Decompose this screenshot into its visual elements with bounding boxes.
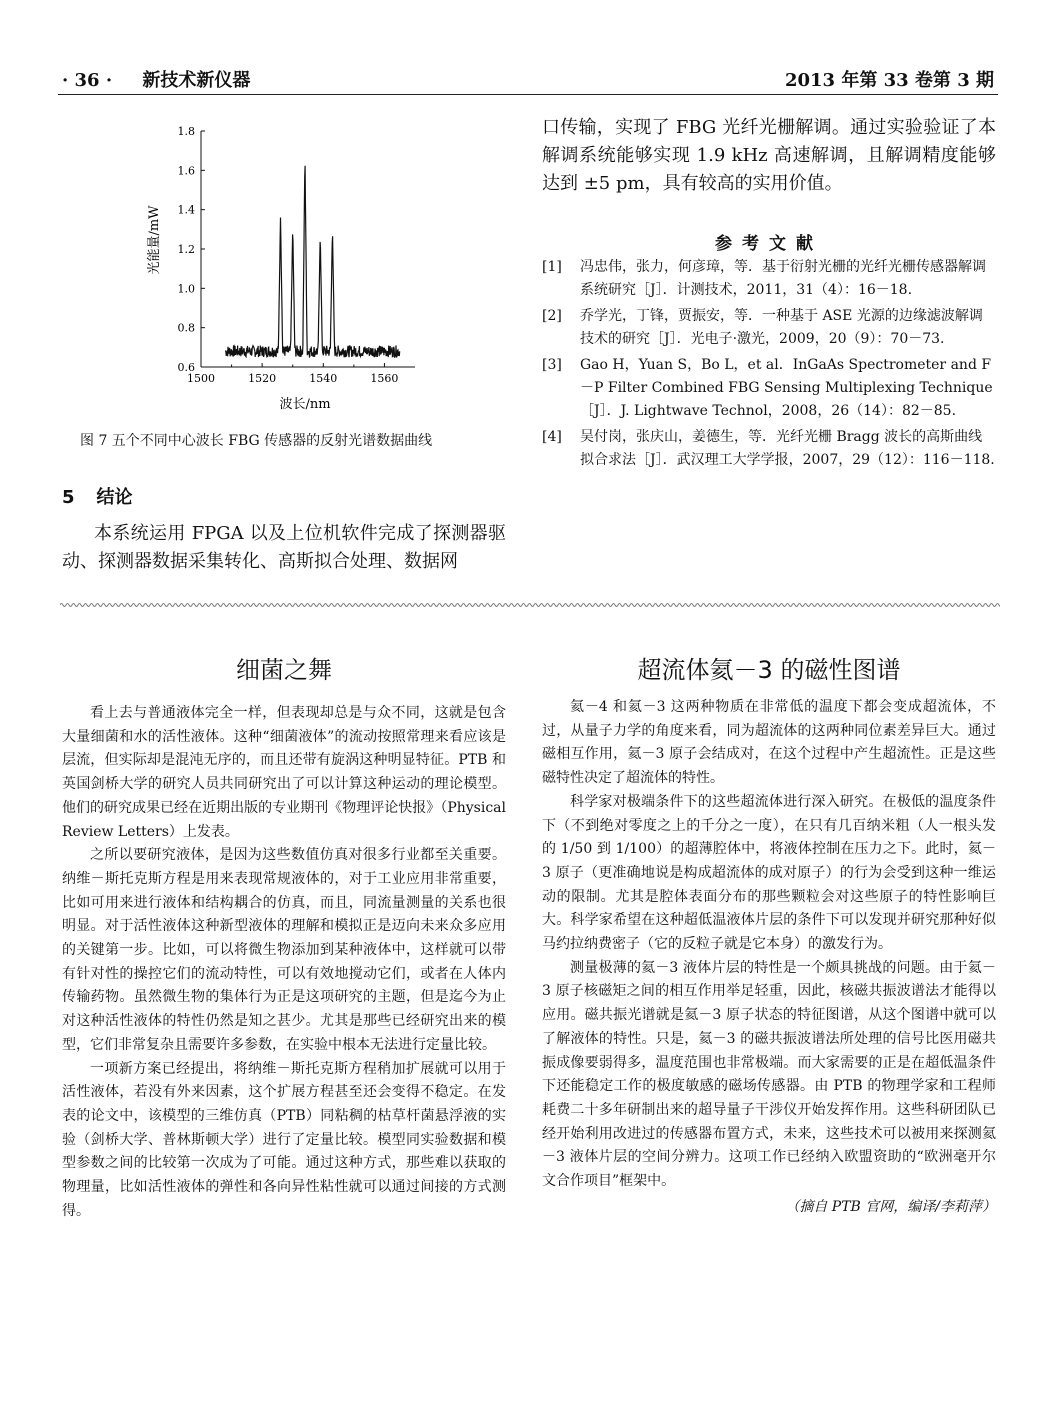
y-tick-label: 1.8 bbox=[177, 125, 195, 138]
reference-item bbox=[542, 256, 996, 302]
references-title: 参考文献 bbox=[715, 234, 823, 254]
y-tick-label: 1.6 bbox=[177, 164, 195, 178]
section-number: 5 bbox=[62, 487, 75, 508]
wavy-divider bbox=[60, 600, 1000, 610]
conclusion-text: 本系统运用 FPGA 以及上位机软件完成了探测器驱动、探测器数据采集转化、高斯拟合处理、数据网 bbox=[62, 523, 506, 572]
reference-text: 乔学光，丁锋，贾振安，等．一种基于 ASE 光源的边缘滤波解调技术的研究［J］．光电子·激光，2009，20（9）：70－73. bbox=[580, 308, 983, 347]
page-number: · 36 · bbox=[62, 70, 113, 91]
x-tick-label: 1520 bbox=[248, 372, 277, 385]
paragraph: 看上去与普通液体完全一样，但表现却总是与众不同，这就是包含大量细菌和水的活性液体。这种“细菌液体”的流动按照常理来看应该是层流，但实际却是混沌无序的，而且还带有旋涡这种明显特征。PTB 和英国剑桥大学的研究人员共同研究出了可以计算这种运动的理论模型。他们的研究成果已经在近期出版的专业期刊《物理评论快报》（Physical Review Letters）上发表。 bbox=[62, 705, 506, 840]
spectrum-line bbox=[226, 166, 400, 357]
paragraph: 氦－4 和氦－3 这两种物质在非常低的温度下都会变成超流体，不过，从量子力学的角度来看，同为超流体的这两种同位素差异巨大。通过磁相互作用，氦－3 原子会结成对，在这个过程中产生超流性。正是这些磁特性决定了超流体的特性。 bbox=[542, 699, 996, 787]
x-tick-label: 1560 bbox=[370, 372, 399, 385]
journal-name: 新技术新仪器 bbox=[142, 70, 251, 91]
section-heading bbox=[62, 483, 133, 509]
figure-caption: 图 7 五个不同中心波长 FBG 传感器的反射光谱数据曲线 bbox=[80, 433, 433, 449]
paragraph: 之所以要研究液体，是因为这些数值仿真对很多行业都至关重要。纳维－斯托克斯方程是用来表现常规液体的，对于工业应用非常重要，比如可用来进行液体和结构耦合的仿真，而且，同流量测量的关系也很明显。对于活性液体这种新型液体的理解和模拟正是迈向未来众多应用的关键第一步。比如，可以将微生物添加到某种液体中，这样就可以带有针对性的操控它们的流动特性，可以有效地搅动它们，或者在人体内传输药物。虽然微生物的集体行为正是这项研究的主题，但是迄今为止对这种活性液体的特性仍然是知之甚少。尤其是那些已经研究出来的模型，它们非常复杂且需要许多参数，在实验中根本无法进行定量比较。 bbox=[62, 847, 506, 1053]
section-title: 结论 bbox=[96, 487, 133, 508]
article-body-helium bbox=[542, 696, 996, 1219]
y-axis-label: 光能量/mW bbox=[147, 205, 162, 275]
y-tick-label: 0.8 bbox=[177, 321, 195, 335]
article-title-helium: 超流体氦－3 的磁性图谱 bbox=[637, 656, 901, 684]
reference-list bbox=[542, 256, 996, 475]
reference-item bbox=[542, 305, 996, 351]
reference-item bbox=[542, 426, 996, 472]
reference-index: [1] bbox=[542, 259, 562, 275]
article-title-bacteria: 细菌之舞 bbox=[236, 656, 332, 684]
x-tick-label: 1500 bbox=[187, 372, 215, 385]
issue-info: 2013 年第 33 卷第 3 期 bbox=[784, 70, 994, 91]
reference-item bbox=[542, 354, 996, 423]
reference-index: [2] bbox=[542, 308, 562, 324]
paragraph: 测量极薄的氦－3 液体片层的特性是一个颇具挑战的问题。由于氦－3 原子核磁矩之间的相互作用举足轻重，因此，核磁共振波谱法才能得以应用。磁共振光谱就是氦－3 原子状态的特征图谱，从这个图谱中就可以了解液体的特性。只是，氦－3 的磁共振波谱法所处理的信号比医用磁共振成像要弱得多，温度范围也非常极端。而大家需要的正是在超低温条件下还能稳定工作的极度敏感的磁场传感器。由 PTB 的物理学家和工程师耗费二十多年研制出来的超导量子干涉仪开始发挥作用。这些科研团队已经开始利用改进过的传感器布置方式，未来，这些技术可以被用来探测氦－3 液体片层的空间分辨力。这项工作已经纳入欧盟资助的“欧洲毫开尔文合作项目”框架中。 bbox=[542, 959, 996, 1190]
reference-text: 冯忠伟，张力，何彦璋，等．基于衍射光栅的光纤光栅传感器解调系统研究［J］．计测技术，2011，31（4）：16－18. bbox=[580, 259, 986, 298]
y-tick-label: 1.0 bbox=[177, 282, 195, 296]
y-tick-label: 0.6 bbox=[177, 361, 195, 374]
paragraph: 一项新方案已经提出，将纳维－斯托克斯方程稍加扩展就可以用于活性液体，若没有外来因素，这个扩展方程甚至还会变得不稳定。在发表的论文中，该模型的三维仿真（PTB）同粘稠的枯草杆菌悬浮液的实验（剑桥大学、普林斯顿大学）进行了定量比较。模型同实验数据和模型参数之间的比较第一次成为了可能。通过这种方式，那些难以获取的物理量，比如活性液体的弹性和各向异性粘性就可以通过间接的方式测得。 bbox=[62, 1060, 506, 1219]
x-axis-label: 波长/nm bbox=[279, 397, 331, 412]
article-body-bacteria bbox=[62, 702, 506, 1223]
reference-index: [4] bbox=[542, 429, 562, 445]
header-rule bbox=[58, 94, 998, 95]
reference-text: 吴付岗，张庆山，姜德生，等．光纤光栅 Bragg 波长的高斯曲线拟合求法［J］．武汉理工大学学报，2007，29（12）：116－118. bbox=[580, 429, 995, 468]
spectrum-chart bbox=[140, 118, 440, 418]
y-tick-label: 1.4 bbox=[177, 203, 195, 217]
conclusion-continuation: 口传输，实现了 FBG 光纤光栅解调。通过实验验证了本解调系统能够实现 1.9 kHz 高速解调，且解调精度能够达到 ±5 pm，具有较高的实用价值。 bbox=[542, 117, 996, 194]
running-header-left bbox=[62, 66, 250, 92]
paragraph: 科学家对极端条件下的这些超流体进行深入研究。在极低的温度条件下（不到绝对零度之上的千分之一度），在只有几百纳米粗（人一根头发的 1/50 到 1/100）的超薄腔体中，将液体控制在压力之下。此时，氦－3 原子（更准确地说是构成超流体的成对原子）的行为会受到这种一维运动的限制。尤其是腔体表面分布的那些颗粒会对这些原子的特性影响巨大。科学家希望在这种超低温液体片层的条件下可以发现并研究那种好似马约拉纳费密子（它的反粒子就是它本身）的激发行为。 bbox=[542, 793, 996, 953]
attribution: （摘自 PTB 官网，编译/李莉萍） bbox=[785, 1198, 996, 1215]
reference-index: [3] bbox=[542, 357, 562, 373]
y-tick-label: 1.2 bbox=[177, 243, 195, 256]
reference-text: Gao H，Yuan S，Bo L，et al．InGaAs Spectrometer and F－P Filter Combined FBG Sensing Multiplexing Technique［J］．J. Lightwave Technol，2008，26（14）：82－85. bbox=[580, 357, 993, 419]
x-tick-label: 1540 bbox=[309, 372, 338, 385]
